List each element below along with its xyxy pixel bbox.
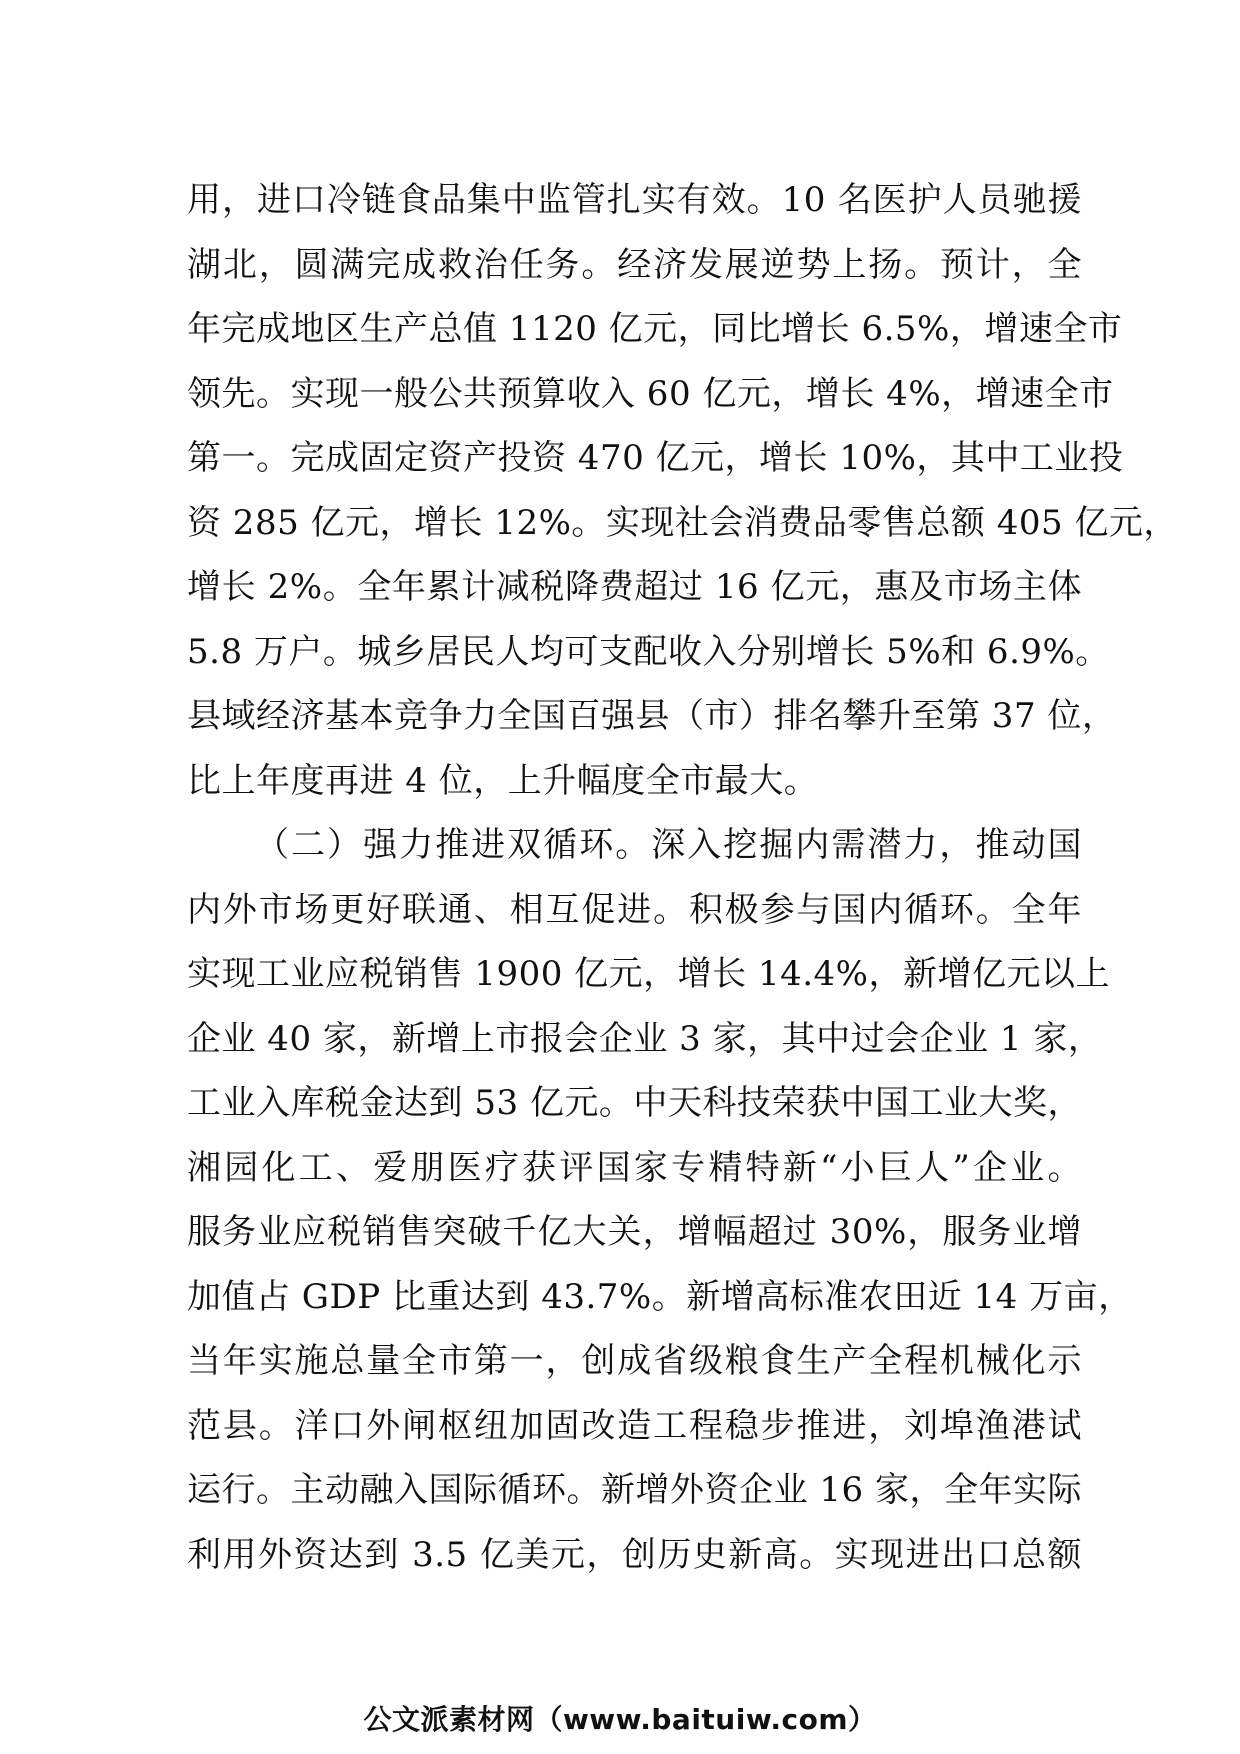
text-line: 运行。主动融入国际循环。新增外资企业 16 家，全年实际 <box>187 1470 1082 1510</box>
page-footer: 公文派素材网（www.baituiw.com） <box>363 1703 877 1736</box>
text-line: 企业 40 家，新增上市报会企业 3 家，其中过会企业 1 家， <box>187 1018 1103 1059</box>
text-line: 内外市场更好联通、相互促进。积极参与国内循环。全年 <box>187 889 1082 930</box>
text-line: 用，进口冷链食品集中监管扎实有效。10 名医护人员驰援 <box>187 180 1082 220</box>
text-line: 年完成地区生产总值 1120 亿元，同比增长 6.5%，增速全市 <box>187 309 1123 349</box>
text-line: 领先。实现一般公共预算收入 60 亿元，增长 4%，增速全市 <box>187 373 1114 414</box>
body-text <box>187 168 1178 1587</box>
text-line: 第一。完成固定资产投资 470 亿元，增长 10%，其中工业投 <box>187 438 1124 478</box>
text-line: 县域经济基本竞争力全国百强县（市）排名攀升至第 37 位， <box>187 696 1117 736</box>
text-line: 当年实施总量全市第一，创成省级粮食生产全程机械化示 <box>187 1341 1082 1381</box>
text-line: 实现工业应税销售 1900 亿元，增长 14.4%，新增亿元以上 <box>187 954 1110 994</box>
text-line: 增长 2%。全年累计减税降费超过 16 亿元，惠及市场主体 <box>187 567 1082 607</box>
text-line: 范县。洋口外闸枢纽加固改造工程稳步推进，刘埠渔港试 <box>187 1405 1082 1446</box>
section-heading-line: （二）强力推进双循环。深入挖掘内需潜力，推动国 <box>255 825 1082 865</box>
text-line: 利用外资达到 3.5 亿美元，创历史新高。实现进出口总额 <box>187 1534 1082 1575</box>
text-line: 湘园化工、爱朋医疗获评国家专精特新“小巨人”企业。 <box>187 1147 1082 1188</box>
text-line: 比上年度再进 4 位，上升幅度全市最大。 <box>187 760 819 801</box>
text-line: 工业入库税金达到 53 亿元。中天科技荣获中国工业大奖， <box>187 1083 1082 1123</box>
text-line: 资 285 亿元，增长 12%。实现社会消费品零售总额 405 亿元， <box>187 502 1178 543</box>
text-line: 加值占 GDP 比重达到 43.7%。新增高标准农田近 14 万亩， <box>187 1276 1133 1317</box>
text-line: 5.8 万户。城乡居民人均可支配收入分别增长 5%和 6.9%。 <box>187 631 1110 672</box>
text-line: 湖北，圆满完成救治任务。经济发展逆势上扬。预计，全 <box>187 244 1082 285</box>
text-line: 服务业应税销售突破千亿大关，增幅超过 30%，服务业增 <box>187 1212 1082 1252</box>
